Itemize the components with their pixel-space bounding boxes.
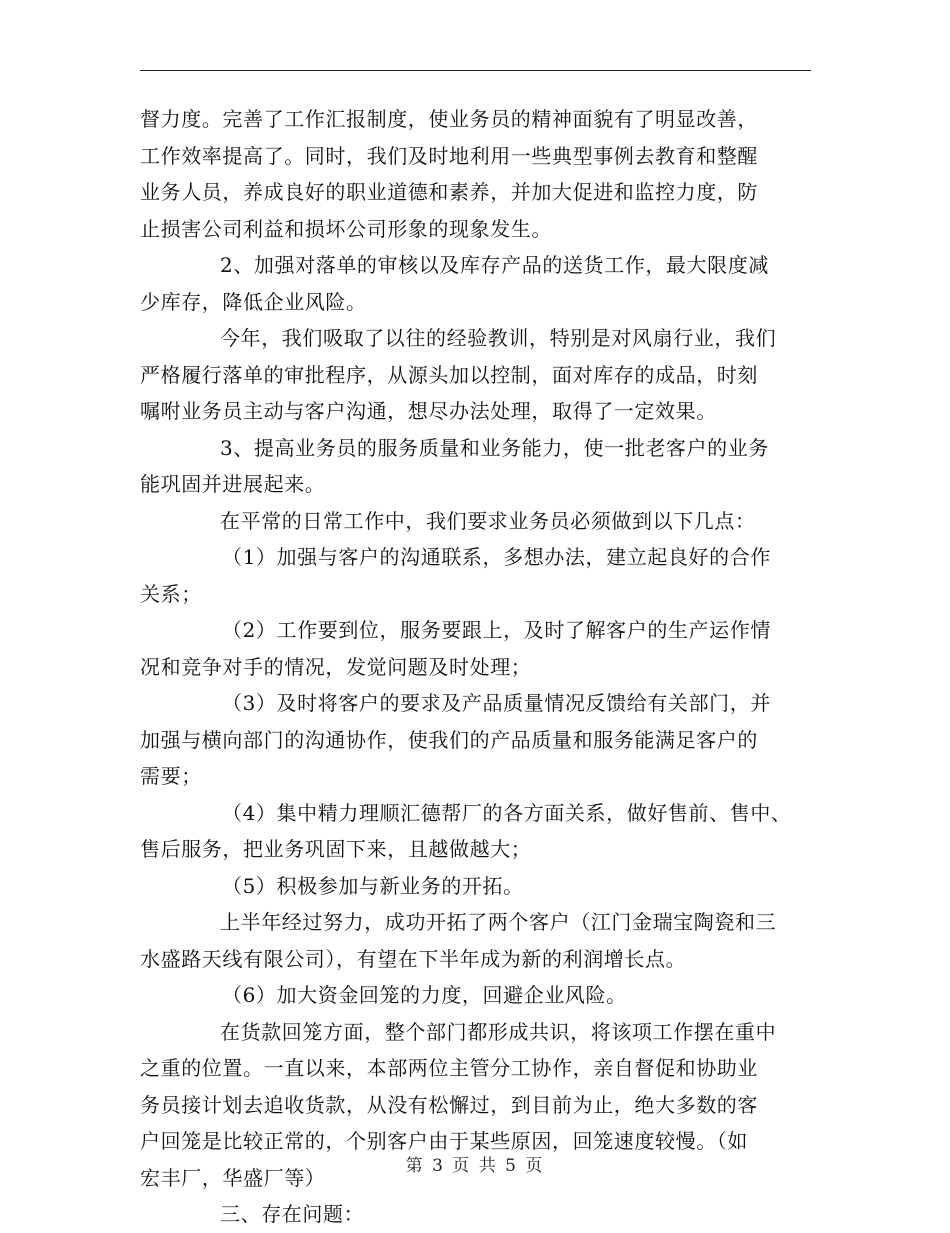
text-line: 之重的位置。一直以来，本部两位主管分工协作，亲自督促和协助业 [140,1056,758,1080]
text-line: 水盛路天线有限公司），有望在下半年成为新的利润增长点。 [140,946,687,971]
text-line: 加强与横向部门的沟通协作，使我们的产品质量和服务能满足客户的 [140,727,758,752]
text-line: （3）及时将客户的要求及产品质量情况反馈给有关部门，并 [222,691,771,715]
text-line: （6）加大资金回笼的力度，回避企业风险。 [222,983,627,1007]
text-line: 督力度。完善了工作汇报制度，使业务员的精神面貌有了明显改善， [140,107,758,131]
text-line: 业务人员，养成良好的职业道德和素养，并加大促进和监控力度，防 [140,180,758,204]
text-line: 上半年经过努力，成功开拓了两个客户（江门金瑞宝陶瓷和三 [220,910,777,934]
text-line: 2、加强对落单的审核以及库存产品的送货工作，最大限度减 [220,253,769,277]
text-line: （5）积极参加与新业务的开拓。 [222,873,524,898]
text-line: 况和竞争对手的情况，发觉问题及时处理； [140,654,532,679]
text-line: 工作效率提高了。同时，我们及时地利用一些典型事例去教育和整醒 [140,143,758,168]
section-heading: 三、存在问题： [220,1202,365,1226]
text-line: 宏丰厂，华盛厂等） [140,1165,326,1190]
page-number: 第 3 页 共 5 页 [405,1156,545,1176]
text-line: （2）工作要到位，服务要跟上，及时了解客户的生产运作情 [222,618,771,642]
text-line: 3、提高业务员的服务质量和业务能力，使一批老客户的业务 [220,435,769,460]
header-rule [140,70,811,71]
text-line: 关系； [140,581,202,606]
text-line: 务员接计划去追收货款，从没有松懈过，到目前为止，绝大多数的客 [140,1092,758,1117]
text-line: （4）集中精力理顺汇德帮厂的各方面关系，做好售前、售中、 [222,800,792,825]
document-body [140,101,811,1233]
text-line: 今年，我们吸取了以往的经验教训，特别是对风扇行业，我们 [220,326,777,350]
text-line: 严格履行落单的审批程序，从源头加以控制，面对库存的成品，时刻 [140,362,758,387]
text-line: 少库存，降低企业风险。 [140,289,367,314]
text-line: 售后服务，把业务巩固下来，且越做越大； [140,837,532,861]
text-line: 嘱咐业务员主动与客户沟通，想尽办法处理，取得了一定效果。 [140,399,717,423]
text-line: 能巩固并进展起来。 [140,472,326,496]
text-line: 需要； [140,764,202,788]
text-line: 在货款回笼方面，整个部门都形成共识，将该项工作摆在重中 [220,1019,777,1044]
text-line: 在平常的日常工作中，我们要求业务员必须做到以下几点： [220,508,756,533]
text-line: 户回笼是比较正常的，个别客户由于某些原因，回笼速度较慢。（如 [140,1129,748,1153]
text-line: 止损害公司利益和损坏公司形象的现象发生。 [140,216,552,241]
text-line: （1）加强与客户的沟通联系，多想办法，建立起良好的合作 [222,545,771,569]
